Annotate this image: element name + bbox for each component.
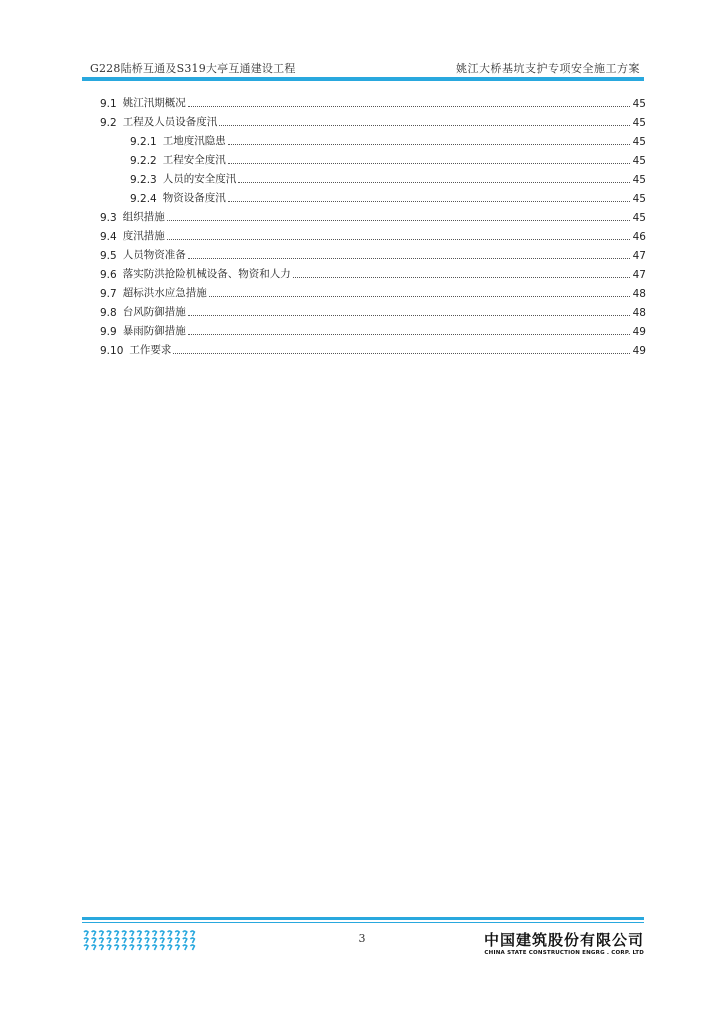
toc-entry-number: 9.7 — [100, 288, 117, 300]
wave-mark — [84, 945, 88, 950]
footer-divider — [82, 917, 644, 920]
toc-dot-leader — [228, 143, 630, 145]
toc-entry-page: 45 — [632, 193, 646, 205]
toc-entry[interactable] — [100, 205, 646, 224]
toc-entry-number: 9.8 — [100, 307, 117, 319]
toc-dot-leader — [228, 162, 630, 164]
wave-mark — [145, 945, 149, 950]
toc-dot-leader — [209, 295, 630, 297]
wave-mark — [92, 938, 96, 943]
wave-mark — [145, 938, 149, 943]
wave-mark — [99, 945, 103, 950]
wave-mark — [190, 945, 194, 950]
header-document-title: 姚江大桥基坑支护专项安全施工方案 — [456, 62, 640, 75]
toc-entry-number: 9.2.1 — [130, 136, 157, 148]
toc-entry[interactable] — [100, 300, 646, 319]
wave-mark — [114, 938, 118, 943]
toc-entry-title: 落实防洪抢险机械设备、物资和人力 — [122, 268, 291, 280]
wave-mark — [130, 931, 134, 936]
wave-mark — [175, 945, 179, 950]
toc-entry-number: 9.10 — [100, 345, 124, 357]
wave-mark — [175, 938, 179, 943]
wave-mark — [107, 931, 111, 936]
toc-entry-number: 9.2.2 — [130, 155, 157, 167]
toc-subentry[interactable] — [100, 186, 646, 205]
toc-entry-title: 工地度汛隐患 — [162, 135, 226, 147]
toc-subentry[interactable] — [100, 167, 646, 186]
toc-entry-title: 人员物资准备 — [122, 249, 186, 261]
toc-dot-leader — [293, 276, 630, 278]
wave-mark — [92, 945, 96, 950]
wave-mark — [137, 938, 141, 943]
company-logo-name: 中国建筑股份有限公司 — [483, 931, 644, 949]
toc-entry-number: 9.2 — [100, 117, 117, 129]
wave-pattern-logo-icon — [82, 929, 198, 951]
toc-entry-page: 45 — [632, 98, 646, 110]
wave-mark — [183, 931, 187, 936]
wave-mark — [183, 938, 187, 943]
toc-entry-title: 工程安全度汛 — [162, 154, 226, 166]
toc-dot-leader — [238, 181, 630, 183]
toc-entry-page: 46 — [632, 231, 646, 243]
toc-subentry[interactable] — [100, 129, 646, 148]
wave-mark — [122, 938, 126, 943]
wave-mark — [114, 931, 118, 936]
wave-mark — [152, 938, 156, 943]
toc-entry-number: 9.9 — [100, 326, 117, 338]
wave-mark — [160, 931, 164, 936]
wave-mark — [99, 931, 103, 936]
wave-mark — [160, 938, 164, 943]
toc-entry-number: 9.2.3 — [130, 174, 157, 186]
toc-entry[interactable] — [100, 110, 646, 129]
toc-entry-page: 45 — [632, 155, 646, 167]
toc-entry-page: 48 — [632, 307, 646, 319]
toc-entry-page: 45 — [632, 174, 646, 186]
toc-entry[interactable] — [100, 319, 646, 338]
toc-entry-title: 度汛措施 — [122, 230, 165, 242]
toc-dot-leader — [167, 238, 630, 240]
wave-mark — [168, 945, 172, 950]
wave-mark — [168, 938, 172, 943]
toc-entry[interactable] — [100, 243, 646, 262]
toc-entry-title: 台风防御措施 — [122, 306, 186, 318]
wave-mark — [190, 931, 194, 936]
toc-entry-title: 物资设备度汛 — [162, 192, 226, 204]
header-divider — [82, 77, 644, 81]
toc-dot-leader — [173, 352, 630, 354]
toc-entry-page: 47 — [632, 250, 646, 262]
toc-entry-page: 49 — [632, 326, 646, 338]
wave-mark — [168, 931, 172, 936]
company-english-name: CHINA STATE CONSTRUCTION ENGRG . CORP. LTD — [484, 950, 644, 956]
toc-entry-page: 47 — [632, 269, 646, 281]
wave-mark — [84, 931, 88, 936]
toc-entry[interactable] — [100, 262, 646, 281]
wave-mark — [99, 938, 103, 943]
toc-entry-number: 9.3 — [100, 212, 117, 224]
header-project-title: G228陆桥互通及S319大亭互通建设工程 — [90, 62, 296, 75]
toc-entry-page: 45 — [632, 136, 646, 148]
toc-entry[interactable] — [100, 281, 646, 300]
wave-mark — [122, 945, 126, 950]
toc-entry-title: 人员的安全度汛 — [162, 173, 237, 185]
toc-entry[interactable] — [100, 91, 646, 110]
wave-mark — [130, 945, 134, 950]
wave-mark — [107, 945, 111, 950]
toc-entry-number: 9.4 — [100, 231, 117, 243]
toc-entry[interactable] — [100, 224, 646, 243]
wave-mark — [152, 931, 156, 936]
toc-entry-title: 超标洪水应急措施 — [122, 287, 207, 299]
wave-mark — [107, 938, 111, 943]
toc-dot-leader — [188, 257, 630, 259]
toc-dot-leader — [219, 124, 630, 126]
wave-mark — [175, 931, 179, 936]
wave-mark — [114, 945, 118, 950]
wave-mark — [122, 931, 126, 936]
page-header — [82, 57, 644, 77]
wave-mark — [130, 938, 134, 943]
toc-entry-page: 45 — [632, 117, 646, 129]
toc-entry-title: 工作要求 — [129, 344, 172, 356]
wave-mark — [152, 945, 156, 950]
wave-mark — [160, 945, 164, 950]
toc-dot-leader — [188, 314, 630, 316]
toc-entry-title: 暴雨防御措施 — [122, 325, 186, 337]
toc-dot-leader — [167, 219, 630, 221]
toc-dot-leader — [188, 333, 630, 335]
wave-mark — [190, 938, 194, 943]
wave-mark — [183, 945, 187, 950]
wave-mark — [137, 931, 141, 936]
toc-entry-title: 组织措施 — [122, 211, 165, 223]
toc-entry-number: 9.2.4 — [130, 193, 157, 205]
footer-divider-thin — [82, 922, 644, 923]
toc-entry-number: 9.5 — [100, 250, 117, 262]
wave-mark — [92, 931, 96, 936]
toc-entry-title: 姚江汛期概况 — [122, 97, 186, 109]
wave-mark — [137, 945, 141, 950]
toc-entry-number: 9.1 — [100, 98, 117, 110]
toc-entry-title: 工程及人员设备度汛 — [122, 116, 218, 128]
toc-subentry[interactable] — [100, 148, 646, 167]
toc-entry[interactable] — [100, 338, 646, 357]
toc-dot-leader — [228, 200, 630, 202]
wave-mark — [84, 938, 88, 943]
table-of-contents — [100, 91, 646, 357]
toc-dot-leader — [188, 105, 630, 107]
page-number: 3 — [358, 932, 366, 945]
wave-mark — [145, 931, 149, 936]
toc-entry-page: 49 — [632, 345, 646, 357]
toc-entry-page: 45 — [632, 212, 646, 224]
toc-entry-page: 48 — [632, 288, 646, 300]
toc-entry-number: 9.6 — [100, 269, 117, 281]
